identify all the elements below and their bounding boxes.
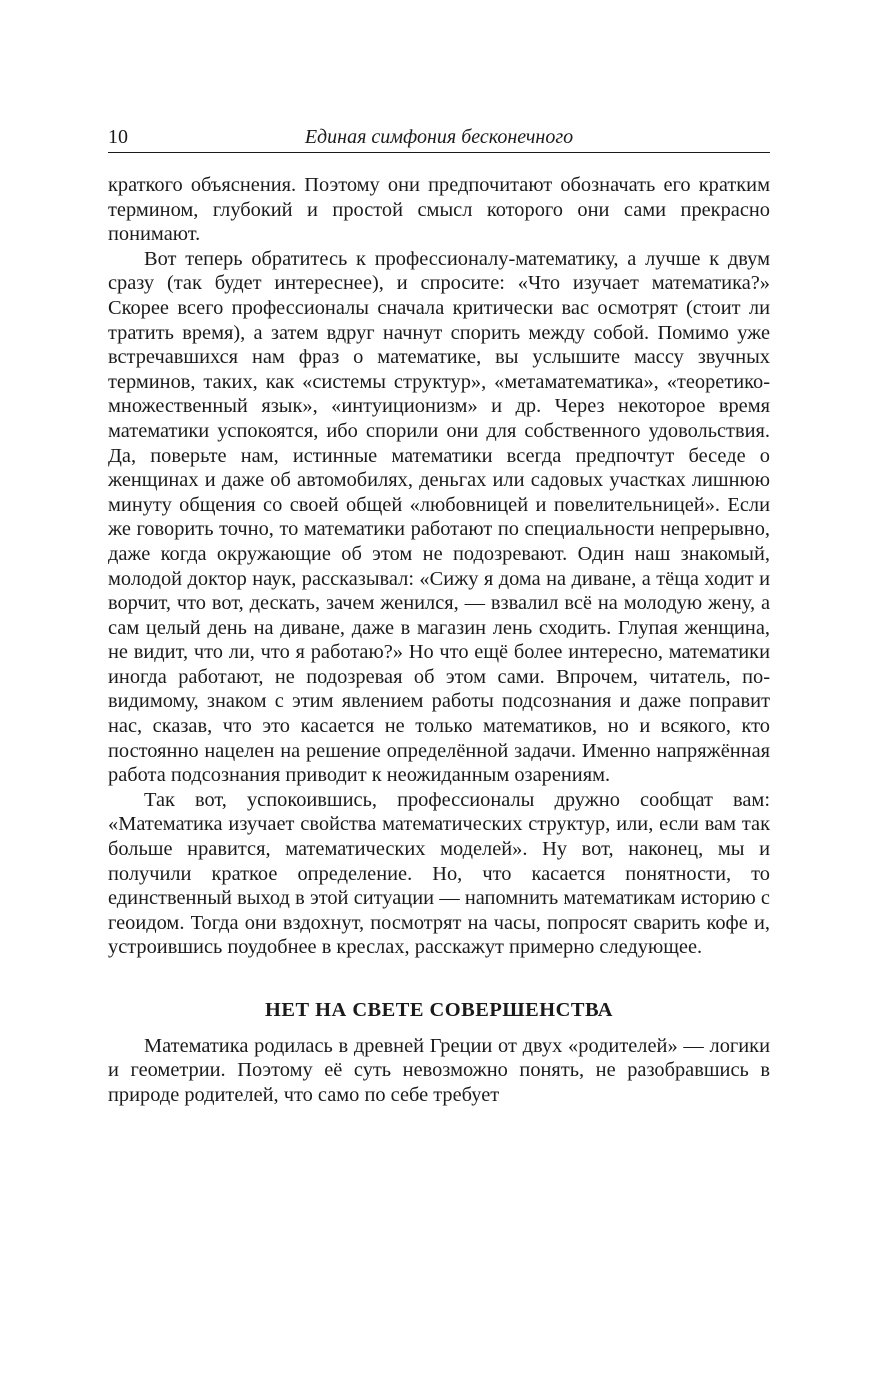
paragraph-continuation: краткого объяснения. Поэтому они предпочитают обозначать его кратким термином, глубокий и простой смысл которого они сами прекрасно понимают. (108, 174, 770, 246)
running-head (108, 124, 770, 153)
running-title: Единая симфония бесконечного (304, 126, 574, 148)
paragraph-definition: Так вот, успокоившись, профессионалы дружно сообщат вам: «Математика изучает свойства математических структур, или, если вам так больше нравится, математических моделей». Ну вот, наконец, мы и получили краткое определение. Но, что касается понятности, то единственный выход в этой ситуации — напомнить математикам историю с геоидом. Тогда они вздохнут, посмотрят на часы, попросят сварить кофе и, устроившись поудобнее в креслах, расскажут примерно следующее. (108, 788, 770, 959)
section-heading: НЕТ НА СВЕТЕ СОВЕРШЕНСТВА (264, 999, 614, 1021)
body-text (108, 173, 770, 1107)
book-page (108, 124, 770, 1107)
paragraph-ask-mathematician: Вот теперь обратитесь к профессионалу-математику, а лучше к двум сразу (так будет интереснее), и спросите: «Что изучает математика?» Скорее всего профессионалы сначала критически вас осмотрят (стоит ли тратить время), а затем вдруг начнут спорить между собой. Помимо уже встречавшихся нам фраз о математике, вы услышите массу звучных терминов, таких, как «системы структур», «метаматематика», «теоретико-множественный язык», «интуиционизм» и др. Через некоторое время математики успокоятся, ибо спорили они для собственного удовольствия. Да, поверьте нам, истинные математики всегда предпочтут беседе о женщинах и даже об автомобилях, деньгах или садовых участках лишнюю минуту общения со своей общей «любовницей и повелительницей». Если же говорить точно, то математики работают по специальности непрерывно, даже когда окружающие об этом не подозревают. Один наш знакомый, молодой доктор наук, рассказывал: «Сижу я дома на диване, а тёща ходит и ворчит, что вот, дескать, зачем женился, — взвалил всё на молодую жену, а сам целый день на диване, даже в магазин лень сходить. Глупая женщина, не видит, что ли, что я работаю?» Но что ещё более интересно, математики иногда работают, не подозревая об этом сами. Впрочем, читатель, по-видимому, знаком с этим явлением работы подсознания и даже поправит нас, сказав, что это касается не только математиков, но и всякого, кто постоянно нацелен на решение определённой задачи. Именно напряжённая работа подсознания приводит к неожиданным озарениям. (108, 247, 770, 787)
paragraph-section-intro: Математика родилась в древней Греции от двух «родителей» — логики и геометрии. Поэтому её суть невозможно понять, не разобравшись в природе родителей, что само по себе требует (108, 1034, 770, 1106)
page-number: 10 (108, 126, 128, 148)
